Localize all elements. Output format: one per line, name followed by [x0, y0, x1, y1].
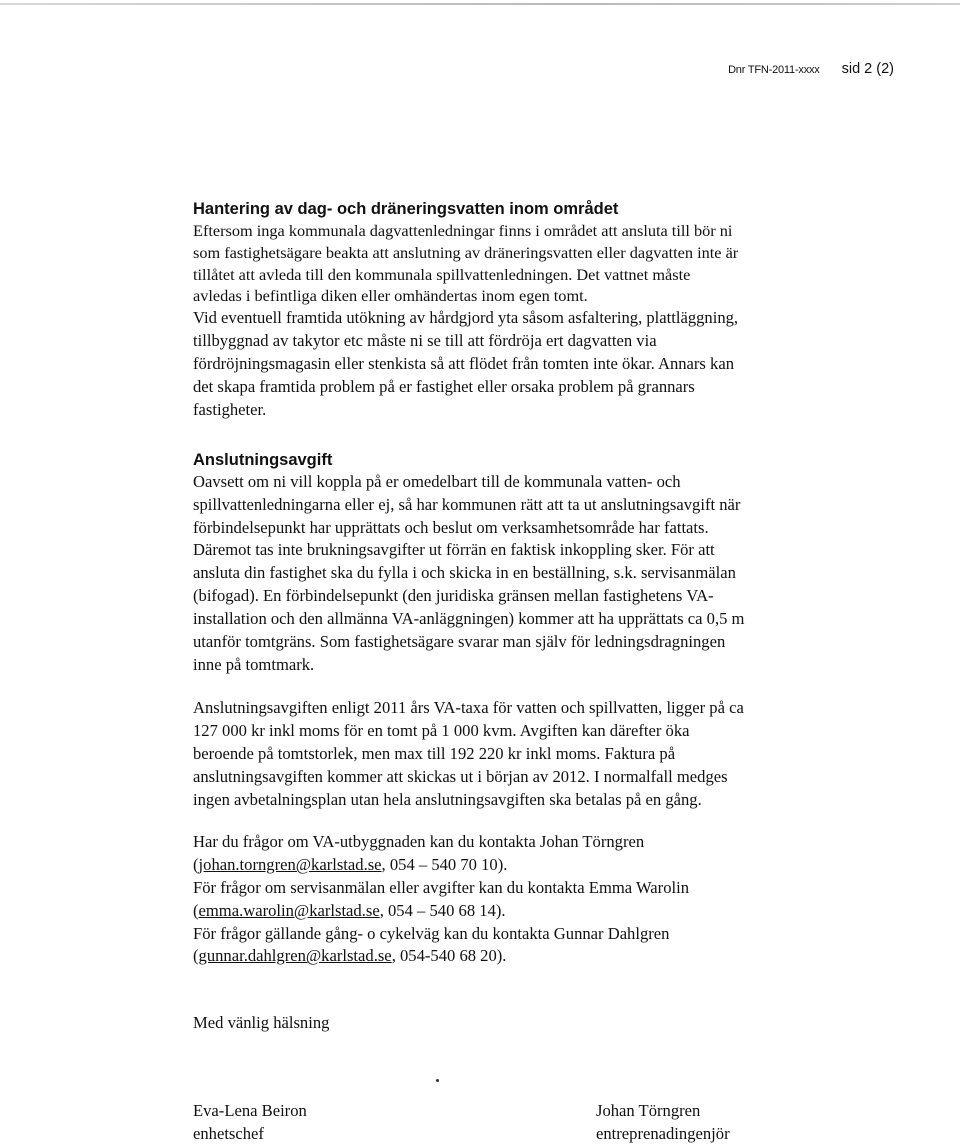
contact-text: För frågor gällande gång- o cykelväg kan du kontakta Gunnar Dahlgren [193, 923, 670, 943]
text-line: anslutningsavgiften kommer att skickas ut i början av 2012. I normalfall medges [193, 766, 728, 786]
text-line: tillåtet att avleda till den kommunala spillvattenledningen. Det vattnet måste [193, 264, 691, 284]
text-line: installation och den allmänna VA-anläggningen) kommer att ha upprättats ca 0,5 m [193, 609, 745, 629]
text-line: Anslutningsavgiften enligt 2011 års VA-taxa för vatten och spillvatten, ligger på ca [193, 697, 744, 717]
text-line: ansluta din fastighet ska du fylla i och skicka in en beställning, s.k. servisanmälan [193, 563, 736, 583]
text-line: inne på tomtmark. [193, 654, 315, 674]
text-line: utanför tomtgräns. Som fastighetsägare svarar man själv för ledningsdragningen [193, 632, 726, 652]
text-line: Däremot tas inte brukningsavgifter ut förrän en faktisk inkoppling sker. För att [193, 540, 715, 560]
section-heading-drainage: Hantering av dag- och dräneringsvatten inom området [193, 200, 619, 218]
email-link-gunnar[interactable]: gunnar.dahlgren@karlstad.se [198, 946, 392, 966]
text-line: Oavsett om ni vill koppla på er omedelbart till de kommunala vatten- och [193, 471, 681, 491]
text-line: tillbyggnad av takytor etc måste ni se till att fördröja ert dagvatten via [193, 331, 657, 351]
page-number: sid 2 (2) [841, 61, 894, 77]
signature-title: entreprenadingenjör [596, 1123, 730, 1143]
top-rule [0, 3, 960, 5]
signature-name: Eva-Lena Beiron [193, 1101, 307, 1120]
text-line: det skapa framtida problem på er fastighet eller orsaka problem på grannars [193, 376, 695, 396]
signature-left [193, 1100, 307, 1145]
contact-open: ( [193, 900, 199, 920]
contact-block [193, 831, 793, 968]
contact-phone: , 054 – 540 70 10). [381, 855, 508, 875]
text-line: som fastighetsägare beakta att anslutning av dräneringsvatten eller dagvatten inte är [193, 242, 739, 262]
signature-right [596, 1100, 730, 1145]
faded-logo-watermark [112, 62, 362, 212]
page-header [728, 61, 894, 77]
connection-fee-paragraph-1 [193, 471, 793, 677]
text-line: Eftersom inga kommunala dagvattenledningar finns i området att ansluta till bör ni [193, 221, 733, 240]
section-heading-connection-fee: Anslutningsavgift [193, 450, 333, 469]
text-line: (bifogad). En förbindelsepunkt (den juridiska gränsen mellan fastighetens VA- [193, 586, 714, 606]
email-link-johan[interactable]: johan.torngren@karlstad.se [198, 855, 382, 875]
text-line: spillvattenledningarna eller ej, så har kommunen rätt att ta ut anslutningsavgift när [193, 494, 741, 514]
email-link-emma[interactable]: emma.warolin@karlstad.se [198, 900, 380, 920]
letter-body [193, 198, 793, 968]
drainage-paragraph-2 [193, 307, 793, 422]
contact-phone: , 054-540 68 20). [391, 946, 507, 966]
contact-open: ( [193, 855, 199, 875]
closing-greeting: Med vänlig hälsning [193, 1013, 330, 1032]
contact-text: För frågor om servisanmälan eller avgifter kan du kontakta Emma Warolin [193, 878, 690, 897]
text-line: förbindelsepunkt har upprättats och beslut om verksamhetsområde har fattats. [193, 517, 709, 537]
signature-title: enhetschef [193, 1123, 264, 1143]
stray-dot [436, 1079, 439, 1082]
connection-fee-paragraph-2 [193, 697, 793, 812]
signature-name: Johan Törngren [596, 1101, 701, 1120]
text-line: beroende på tomtstorlek, men max till 192 220 kr inkl moms. Faktura på [193, 743, 676, 763]
drainage-paragraph-1 [193, 220, 793, 307]
text-line: fördröjningsmagasin eller stenkista så att flödet från tomten inte ökar. Annars kan [193, 354, 734, 373]
text-line: Vid eventuell framtida utökning av hårdgjord yta såsom asfaltering, plattläggning, [193, 308, 739, 328]
contact-phone: , 054 – 540 68 14). [379, 900, 506, 920]
contact-text: Har du frågor om VA-utbyggnaden kan du kontakta Johan Törngren [193, 832, 645, 852]
text-line: ingen avbetalningsplan utan hela anslutningsavgiften ska betalas på en gång. [193, 789, 702, 809]
text-line: 127 000 kr inkl moms för en tomt på 1 000 kvm. Avgiften kan därefter öka [193, 720, 690, 740]
document-number: Dnr TFN-2011-xxxx [728, 64, 820, 76]
contact-open: ( [193, 946, 199, 966]
text-line: fastigheter. [193, 399, 267, 419]
text-line: avledas i befintliga diken eller omhändertas inom egen tomt. [193, 286, 588, 306]
